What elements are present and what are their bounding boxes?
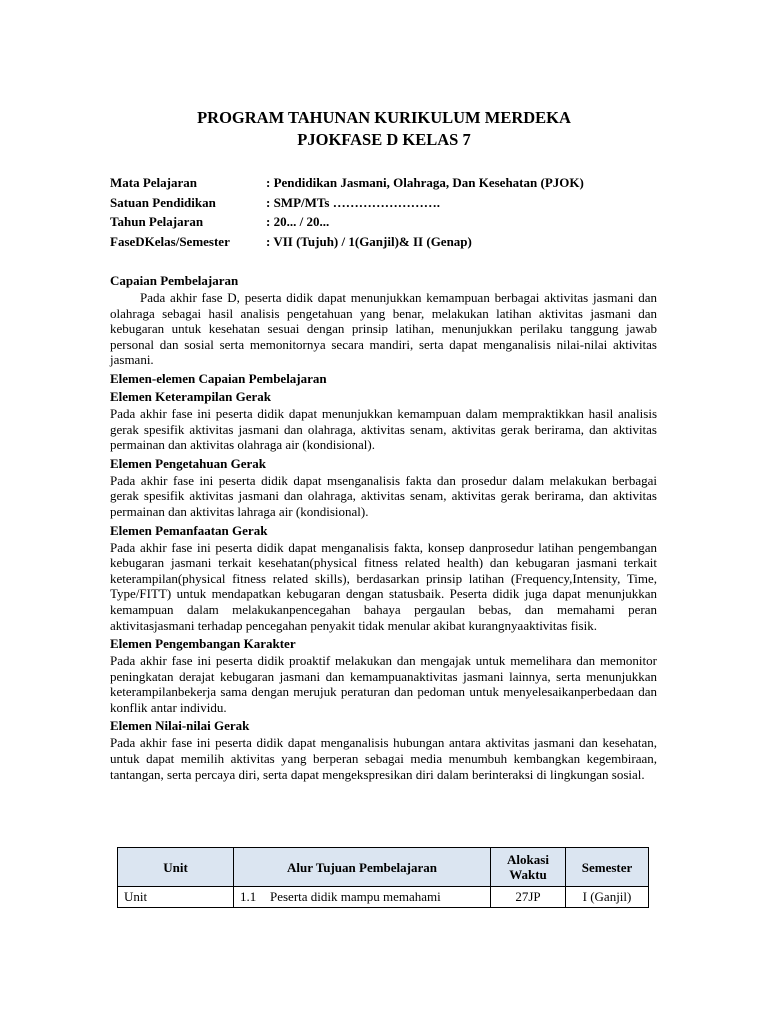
header-semester: Semester [566,848,649,887]
elemen-paragraph-nilai: Pada akhir fase ini peserta didik dapat menganalisis hubungan antara aktivitas jasmani dan kesehatan, untuk dapat memilih aktivitas yang berperan sebagai media menumbuh kembangkan kegembiraan, tantangan, serta percaya diri, serta dapat mengekspresikan diri dalam berinteraksi di lingkungan sosial. [110,735,657,782]
meta-label: Satuan Pendidikan [110,194,216,210]
header-alur: Alur Tujuan Pembelajaran [234,848,491,887]
cell-semester: I (Ganjil) [566,887,649,908]
table-row [118,887,649,908]
cell-alur [234,887,491,908]
elemen-heading-nilai: Elemen Nilai-nilai Gerak [110,718,250,734]
meta-value: : Pendidikan Jasmani, Olahraga, Dan Kesehatan (PJOK) [266,175,584,190]
meta-row-fase-kelas-semester [110,232,584,252]
document-body [110,272,657,782]
elemen-heading-keterampilan: Elemen Keterampilan Gerak [110,388,272,404]
document-title: PROGRAM TAHUNAN KURIKULUM MERDEKA [197,108,571,127]
elemen-heading-karakter: Elemen Pengembangan Karakter [110,636,296,652]
program-table [117,847,649,908]
meta-label: Tahun Pelajaran [110,214,204,229]
meta-value: : SMP/MTs ……………………. [266,194,440,210]
meta-value: : VII (Tujuh) / 1(Ganjil)& II (Genap) [266,233,472,249]
elemen-heading-pemanfaatan: Elemen Pemanfaatan Gerak [110,522,268,538]
meta-block [110,173,584,251]
meta-row-mata-pelajaran [110,173,584,193]
cell-alokasi: 27JP [491,887,566,908]
cell-unit: Unit [118,887,234,908]
meta-row-tahun-pelajaran [110,212,584,232]
cell-alur-number: 1.1 [240,889,257,904]
meta-row-satuan-pendidikan [110,193,584,213]
capaian-paragraph: Pada akhir fase D, peserta didik dapat menunjukkan kemampuan berbagai aktivitas jasmani dan olahraga sebagai hasil analisis pengetahuan yang benar, melakukan latihan aktivitas jasmani dan kebugaran untuk kesehatan sesuai dengan prinsip latihan, menunjukkan perilaku tanggung jawab personal dan sosial serta memonitornya secara mandiri, serta dapat menganalisis nilai-nilai aktivitas jasmani. [110,290,657,368]
section-heading-elemen: Elemen-elemen Capaian Pembelajaran [110,370,327,386]
header-alokasi-line2: Waktu [509,867,547,882]
cell-alur-text: Peserta didik mampu memahami [270,889,441,904]
elemen-paragraph-pemanfaatan: Pada akhir fase ini peserta didik dapat menganalisis fakta, konsep danprosedur latihan pengembangan kebugaran jasmani terkait kesehatan(physical fitness related health) dan kebugaran jasmani terkait keterampilan(physical fitness related skills), berdasarkan prinsip latihan (Frequency,Intensity, Time, Type/FITT) untuk mendapatkan kebugaran dengan statusbaik. Peserta didik juga dapat menunjukkan kemampuan dalam melakukanpencegahan bahaya pergaulan bebas, dan memahami peran aktivitasjasmani terhadap pencegahan penyakit tidak menular akibat kurangnyaaktivitas fisik. [110,539,657,633]
section-heading-capaian: Capaian Pembelajaran [110,273,239,288]
header-unit: Unit [118,848,234,887]
header-alokasi-line1: Alokasi [507,852,549,867]
meta-label: FaseDKelas/Semester [110,233,230,249]
meta-value: : 20... / 20... [266,214,330,229]
header-alokasi [491,848,566,887]
elemen-heading-pengetahuan: Elemen Pengetahuan Gerak [110,455,266,471]
meta-label: Mata Pelajaran [110,175,198,190]
table-header-row [118,848,649,887]
elemen-paragraph-karakter: Pada akhir fase ini peserta didik proaktif melakukan dan mengajak untuk memelihara dan memonitor peningkatan derajat kebugaran jasmani dan kemampuanaktivitas jasmani lainnya, serta menunjukkan keterampilanbekerja sama dengan merujuk peraturan dan pedoman untuk menyelesaikanperbedaan dan konflik antar individu. [110,653,657,715]
elemen-paragraph-pengetahuan: Pada akhir fase ini peserta didik dapat msenganalisis fakta dan prosedur dalam melakukan berbagai gerak spesifik aktivitas jasmani dan olahraga, aktivitas senam, aktivitas gerak berirama, dan aktivitas permainan dan aktivitas lahraga air (kondisional). [110,472,657,519]
elemen-paragraph-keterampilan: Pada akhir fase ini peserta didik dapat menunjukkan kemampuan dalam mempraktikkan hasil analisis gerak spesifik aktivitas jasmani dan olahraga, aktivitas senam, aktivitas gerak berirama, dan aktivitas permainan dan aktivitas olahraga air (kondisional). [110,405,657,453]
document-subtitle: PJOKFASE D KELAS 7 [297,130,471,149]
